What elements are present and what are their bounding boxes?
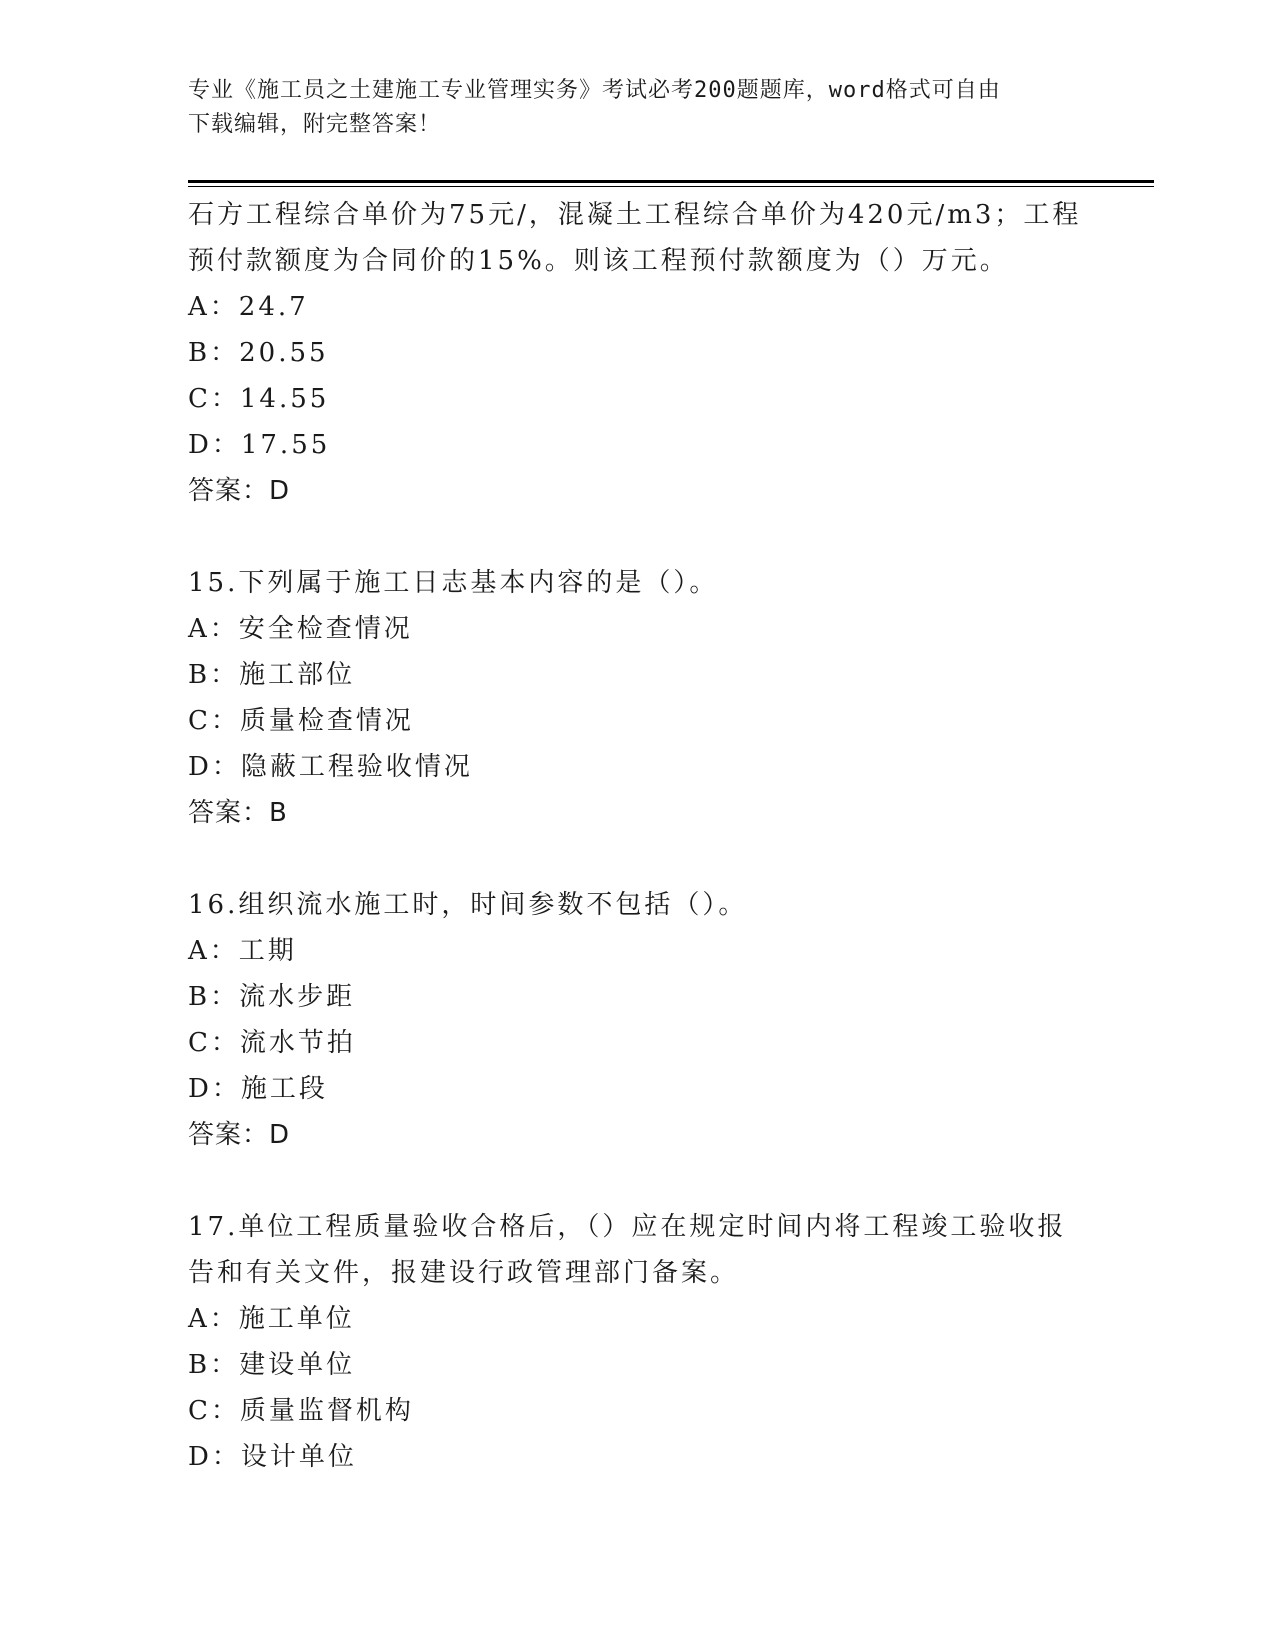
header-line-1: 专业《施工员之土建施工专业管理实务》考试必考200题题库，word格式可自由 <box>188 78 1001 103</box>
question-text-line: 石方工程综合单价为75元/，混凝土工程综合单价为420元/m3；工程 <box>188 200 1082 230</box>
option-d: D：施工段 <box>188 1074 328 1104</box>
option-b: B：施工部位 <box>188 660 356 690</box>
header-line-2: 下载编辑，附完整答案！ <box>188 112 442 137</box>
option-c: C：质量监督机构 <box>188 1396 414 1426</box>
header-divider-thick <box>188 180 1154 183</box>
option-c: C：质量检查情况 <box>188 706 414 736</box>
option-c: C：流水节拍 <box>188 1028 356 1058</box>
spacer <box>188 1158 1088 1204</box>
option-c: C：14.55 <box>188 384 330 414</box>
option-a: A：24.7 <box>188 292 309 322</box>
option-a: A：工期 <box>188 936 297 966</box>
question-text-line: 16.组织流水施工时，时间参数不包括（）。 <box>188 890 748 920</box>
answer: 答案：D <box>188 476 291 506</box>
question-text-line: 17.单位工程质量验收合格后，（）应在规定时间内将工程竣工验收报 <box>188 1212 1067 1242</box>
question-17 <box>188 1204 1088 1480</box>
option-a: A：安全检查情况 <box>188 614 413 644</box>
answer: 答案：B <box>188 798 288 828</box>
option-d: D：设计单位 <box>188 1442 357 1472</box>
question-text-line: 预付款额度为合同价的15%。则该工程预付款额度为（）万元。 <box>188 246 1009 276</box>
document-header <box>188 74 1078 142</box>
spacer <box>188 514 1088 560</box>
question-text-line: 告和有关文件，报建设行政管理部门备案。 <box>188 1258 740 1288</box>
question-15 <box>188 560 1088 836</box>
header-divider-thin <box>188 186 1154 187</box>
answer: 答案：D <box>188 1120 291 1150</box>
spacer <box>188 836 1088 882</box>
option-d: D：17.55 <box>188 430 331 460</box>
option-b: B：流水步距 <box>188 982 356 1012</box>
option-b: B：建设单位 <box>188 1350 356 1380</box>
question-14 <box>188 192 1088 514</box>
question-list <box>188 192 1088 1480</box>
question-16 <box>188 882 1088 1158</box>
option-d: D：隐蔽工程验收情况 <box>188 752 473 782</box>
option-a: A：施工单位 <box>188 1304 355 1334</box>
question-text-line: 15.下列属于施工日志基本内容的是（）。 <box>188 568 719 598</box>
option-b: B：20.55 <box>188 338 329 368</box>
